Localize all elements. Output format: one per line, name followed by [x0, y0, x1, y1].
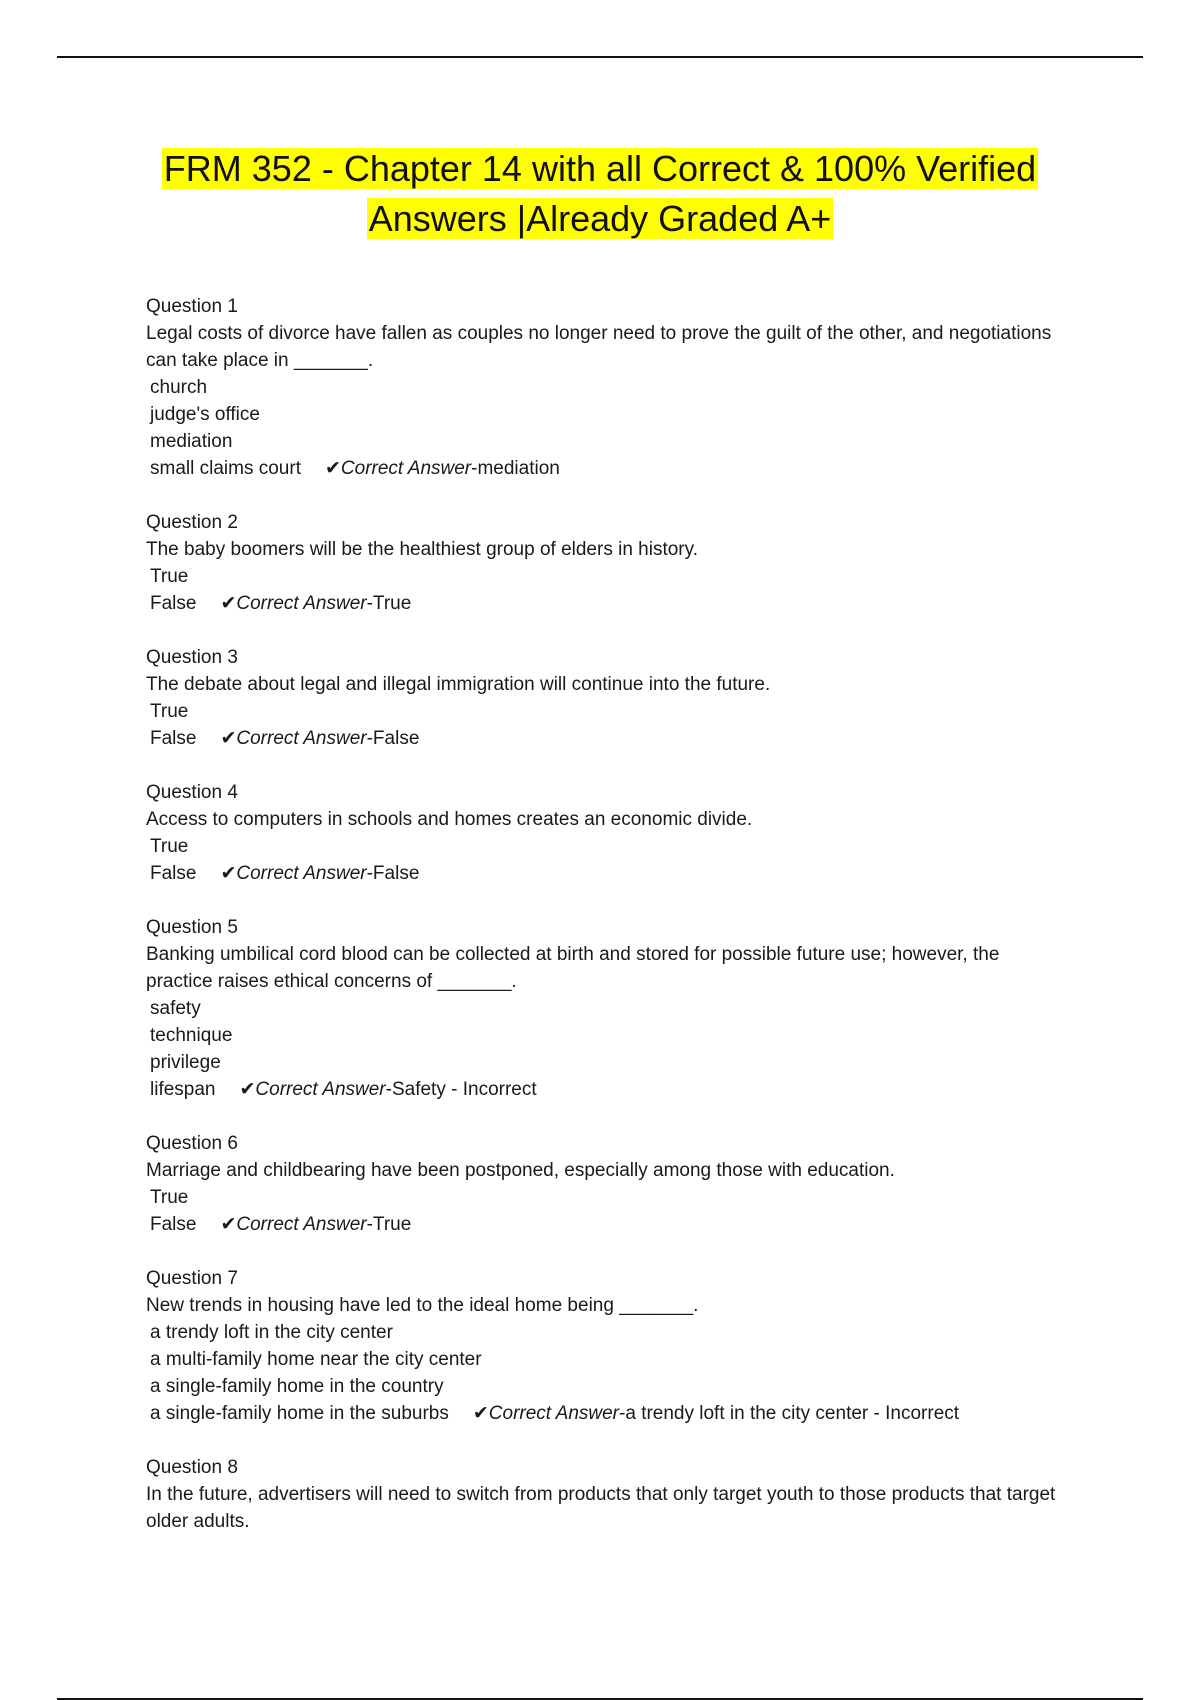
question-text: Banking umbilical cord blood can be collected at birth and stored for possible future use; however, the practice raises ethical concerns of _______. [146, 944, 1000, 992]
correct-answer [220, 593, 411, 614]
answer-choice [146, 1211, 1056, 1238]
question-text: The baby boomers will be the healthiest group of elders in history. [146, 539, 699, 560]
correct-answer [240, 1079, 537, 1100]
choice-text: False [150, 728, 197, 749]
answer-choice [146, 1049, 1056, 1076]
correct-answer-value: -False [366, 728, 420, 749]
answer-choice [146, 1346, 1056, 1373]
correct-answer-value: -Safety - Incorrect [385, 1079, 537, 1100]
choice-text: lifespan [150, 1079, 216, 1100]
correct-answer-label: Correct Answer [255, 1079, 386, 1100]
answer-choice [146, 1076, 1056, 1103]
question-label: Question 3 [146, 647, 238, 668]
answer-choice [146, 1400, 1056, 1427]
title-line-2: Answers |Already Graded A+ [368, 198, 832, 239]
question-block [146, 509, 1056, 617]
answer-choice [146, 428, 1056, 455]
checkmark-icon: ✔ [220, 728, 237, 749]
top-rule [57, 56, 1143, 58]
correct-answer-label: Correct Answer [236, 863, 367, 884]
answer-choice [146, 374, 1056, 401]
choice-text: True [150, 836, 189, 857]
choice-text: a trendy loft in the city center [150, 1322, 393, 1343]
answer-choice [146, 563, 1056, 590]
choice-text: church [150, 377, 208, 398]
question-block [146, 914, 1056, 1103]
correct-answer [473, 1403, 959, 1424]
choice-text: True [150, 566, 189, 587]
answer-choice [146, 1319, 1056, 1346]
answer-choice [146, 1022, 1056, 1049]
correct-answer [220, 863, 419, 884]
choice-text: judge's office [150, 404, 260, 425]
question-text: Marriage and childbearing have been postponed, especially among those with education. [146, 1160, 895, 1181]
choice-text: small claims court [150, 458, 301, 479]
checkmark-icon: ✔ [239, 1079, 256, 1100]
correct-answer-value: -True [366, 593, 412, 614]
question-text: In the future, advertisers will need to switch from products that only target youth to those products that target older adults. [146, 1484, 1056, 1532]
choice-text: mediation [150, 431, 233, 452]
answer-choice [146, 833, 1056, 860]
answer-choice [146, 401, 1056, 428]
checkmark-icon: ✔ [220, 593, 237, 614]
question-block [146, 293, 1056, 482]
checkmark-icon: ✔ [220, 1214, 237, 1235]
correct-answer-label: Correct Answer [236, 1214, 367, 1235]
correct-answer [325, 458, 560, 479]
question-text: Legal costs of divorce have fallen as couples no longer need to prove the guilt of the other, and negotiations can take place in _______. [146, 323, 1052, 371]
answer-choice [146, 455, 1056, 482]
question-block [146, 1265, 1056, 1427]
choice-text: True [150, 701, 189, 722]
choice-text: technique [150, 1025, 233, 1046]
answer-choice [146, 995, 1056, 1022]
question-label: Question 4 [146, 782, 238, 803]
answer-choice [146, 725, 1056, 752]
correct-answer [220, 1214, 411, 1235]
question-label: Question 6 [146, 1133, 238, 1154]
correct-answer-label: Correct Answer [488, 1403, 620, 1424]
answer-choice [146, 1184, 1056, 1211]
checkmark-icon: ✔ [324, 458, 341, 479]
choice-text: a multi-family home near the city center [150, 1349, 482, 1370]
correct-answer-value: -mediation [471, 458, 560, 479]
choice-text: True [150, 1187, 189, 1208]
checkmark-icon: ✔ [472, 1403, 489, 1424]
answer-choice [146, 860, 1056, 887]
document-title [0, 144, 1200, 244]
question-list [146, 293, 1056, 1562]
choice-text: a single-family home in the suburbs [150, 1403, 449, 1424]
choice-text: privilege [150, 1052, 221, 1073]
correct-answer-label: Correct Answer [236, 728, 367, 749]
question-block [146, 644, 1056, 752]
choice-text: False [150, 1214, 197, 1235]
question-label: Question 7 [146, 1268, 238, 1289]
question-label: Question 1 [146, 296, 238, 317]
question-text: The debate about legal and illegal immigration will continue into the future. [146, 674, 771, 695]
answer-choice [146, 590, 1056, 617]
correct-answer-value: -a trendy loft in the city center - Incorrect [619, 1403, 960, 1424]
answer-choice [146, 1373, 1056, 1400]
correct-answer-value: -False [366, 863, 420, 884]
choice-text: False [150, 863, 197, 884]
question-label: Question 5 [146, 917, 238, 938]
question-label: Question 8 [146, 1457, 238, 1478]
question-label: Question 2 [146, 512, 238, 533]
correct-answer-label: Correct Answer [340, 458, 472, 479]
question-text: Access to computers in schools and homes creates an economic divide. [146, 809, 753, 830]
choice-text: a single-family home in the country [150, 1376, 444, 1397]
question-block [146, 1454, 1056, 1535]
choice-text: False [150, 593, 197, 614]
choice-text: safety [150, 998, 201, 1019]
checkmark-icon: ✔ [220, 863, 237, 884]
question-block [146, 779, 1056, 887]
answer-choice [146, 698, 1056, 725]
question-text: New trends in housing have led to the ideal home being _______. [146, 1295, 699, 1316]
title-line-1: FRM 352 - Chapter 14 with all Correct & 100% Verified [163, 148, 1037, 189]
correct-answer-label: Correct Answer [236, 593, 367, 614]
question-block [146, 1130, 1056, 1238]
correct-answer-value: -True [366, 1214, 412, 1235]
correct-answer [220, 728, 419, 749]
